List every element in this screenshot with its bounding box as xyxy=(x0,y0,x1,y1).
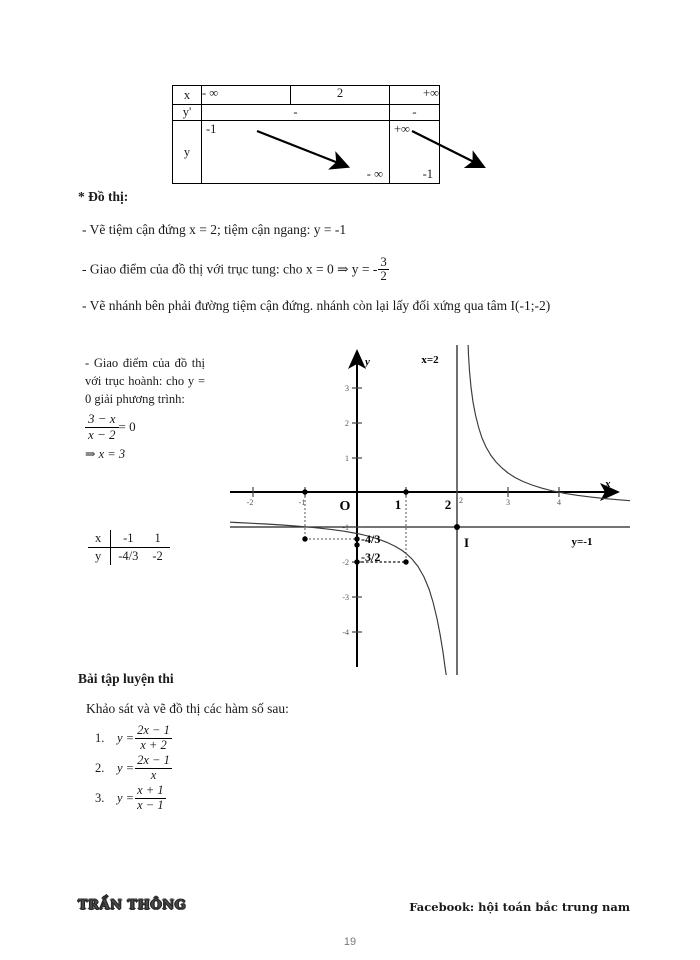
y-tick-label--4: -4 xyxy=(342,628,349,637)
x-intercept-equation xyxy=(85,412,205,443)
fraction-denominator: x xyxy=(135,768,172,782)
table-row xyxy=(173,121,440,184)
origin-label: O xyxy=(339,499,351,514)
point-center-I xyxy=(454,524,460,530)
x-intercept-block xyxy=(85,354,205,463)
variation-sign-right: - xyxy=(390,105,440,121)
y-tick-label-3: 3 xyxy=(345,384,349,393)
fraction-denominator: x − 2 xyxy=(85,427,119,443)
fraction-equation xyxy=(85,412,119,443)
exercise-number-1: 1. xyxy=(95,730,105,745)
annotation--3over2: -3/2 xyxy=(361,550,381,564)
variation-x-two: 2 xyxy=(291,86,390,105)
exercise-lhs-2: y = xyxy=(117,760,135,775)
graph-section-heading: * Đồ thị: xyxy=(78,189,129,204)
y-tick-label--3: -3 xyxy=(342,593,349,602)
footer-author: TRẦN THÔNG xyxy=(78,898,187,913)
fraction-numerator: 3 − x xyxy=(88,411,116,427)
vertical-asymptote-label: x=2 xyxy=(421,354,439,366)
fraction-exercise-1 xyxy=(135,724,172,751)
curve-left-branch xyxy=(230,522,447,675)
table-row xyxy=(173,86,440,105)
fraction-numerator: x + 1 xyxy=(137,783,164,798)
point-0--4over3 xyxy=(354,536,359,541)
x-axis-label-1: 1 xyxy=(394,497,402,512)
list-item xyxy=(95,753,173,783)
value-table-x-1: 1 xyxy=(145,530,169,548)
x-tick-label-4: 4 xyxy=(557,498,561,507)
fraction-denominator: x − 1 xyxy=(137,797,164,812)
x-axis-name: x xyxy=(605,478,611,490)
center-point-label: I xyxy=(464,535,470,550)
y-intercept-text: - Giao điểm của đồ thị với trục tung: cho x = 0 ⇒ y = - xyxy=(82,261,378,277)
fraction-exercise-2 xyxy=(135,754,172,781)
fraction-three-halves xyxy=(378,256,388,284)
x-tick-label--2: -2 xyxy=(246,498,254,507)
x-tick-label--1: -1 xyxy=(298,498,306,507)
symmetry-line: - Vẽ nhánh bên phải đường tiệm cận đứng. nhánh còn lại lấy đối xứng qua tâm I(-1;-2) xyxy=(82,298,551,313)
point-0--2 xyxy=(354,559,359,564)
annotation--4over3: -4/3 xyxy=(361,532,381,546)
page-number: 19 xyxy=(343,936,357,948)
value-table-y-1: -2 xyxy=(152,549,163,563)
arrow-down-right-icon xyxy=(390,121,514,183)
fraction-exercise-3 xyxy=(135,784,165,811)
branch-left-start: -1 xyxy=(206,122,217,136)
fraction-denominator: 2 xyxy=(380,269,387,284)
table-row xyxy=(173,105,440,121)
table-row xyxy=(88,548,170,566)
variation-x-plus-infinity: +∞ xyxy=(390,86,440,105)
value-table-x-0: -1 xyxy=(111,530,146,548)
variation-branch-right xyxy=(390,121,440,184)
value-table-label-y: y xyxy=(88,548,111,566)
y-tick-label-1: 1 xyxy=(345,454,349,463)
branch-left-end: - ∞ xyxy=(366,167,383,181)
fraction-numerator: 3 xyxy=(380,255,387,269)
fraction-denominator: x + 2 xyxy=(135,738,172,752)
y-tick-label--1: -1 xyxy=(342,523,349,532)
function-graph xyxy=(230,345,630,675)
exercise-number-2: 2. xyxy=(95,760,105,775)
exercise-list xyxy=(95,723,173,813)
exercise-lhs-3: y = xyxy=(117,790,135,805)
exercise-number-3: 3. xyxy=(95,790,105,805)
y-intercept-line xyxy=(82,256,390,284)
exercises-instruction: Khảo sát và vẽ đồ thị các hàm số sau: xyxy=(86,701,289,716)
variation-row-label-x: x xyxy=(173,86,202,105)
fraction-numerator: 2x − 1 xyxy=(137,723,170,738)
footer-facebook: Facebook: hội toán bắc trung nam xyxy=(409,900,630,914)
variation-x-minus-infinity: - ∞ xyxy=(202,86,291,105)
equation-rhs: = 0 xyxy=(118,419,136,435)
variation-table xyxy=(172,85,440,184)
value-table xyxy=(88,530,170,565)
y-tick-label--2: -2 xyxy=(342,558,349,567)
exercises-heading: Bài tập luyện thi xyxy=(78,671,174,686)
x-tick-labels xyxy=(247,496,561,507)
x-tick-label-3: 3 xyxy=(506,498,510,507)
exercise-lhs-1: y = xyxy=(117,730,135,745)
variation-row-label-y: y xyxy=(173,121,202,184)
branch-right-end: -1 xyxy=(422,167,433,181)
list-item xyxy=(95,723,173,753)
point-1--2 xyxy=(403,559,408,564)
x-intercept-text: - Giao điểm của đồ thị với trục hoành: cho y = 0 giải phương trình: xyxy=(85,356,205,407)
x-tick-label-2-small: 2 xyxy=(459,496,463,505)
point-0--3over2 xyxy=(354,542,359,547)
variation-branch-left xyxy=(202,121,390,184)
table-row xyxy=(88,530,170,548)
graph-svg xyxy=(230,345,630,675)
point-x--1-on-axis xyxy=(302,489,307,494)
fraction-numerator: 2x − 1 xyxy=(137,753,170,768)
branch-right-start: +∞ xyxy=(394,122,410,136)
x-axis-label-2: 2 xyxy=(444,497,452,512)
y-tick-label-2: 2 xyxy=(345,419,349,428)
asymptote-line: - Vẽ tiệm cận đứng x = 2; tiệm cận ngang: y = -1 xyxy=(82,222,347,237)
value-table-label-x: x xyxy=(88,530,111,548)
y-axis-name: y xyxy=(365,356,370,368)
point--1--4over3 xyxy=(302,536,307,541)
variation-row-label-yprime: y' xyxy=(173,105,202,121)
variation-sign-left: - xyxy=(202,105,390,121)
x-intercept-conclusion: ⇒ x = 3 xyxy=(85,447,126,462)
point-x-1-on-axis xyxy=(403,489,408,494)
arrow-down-right-icon xyxy=(202,121,388,183)
value-table-y-0: -4/3 xyxy=(118,549,139,563)
list-item xyxy=(95,783,173,813)
horizontal-asymptote-label: y=-1 xyxy=(571,536,593,548)
